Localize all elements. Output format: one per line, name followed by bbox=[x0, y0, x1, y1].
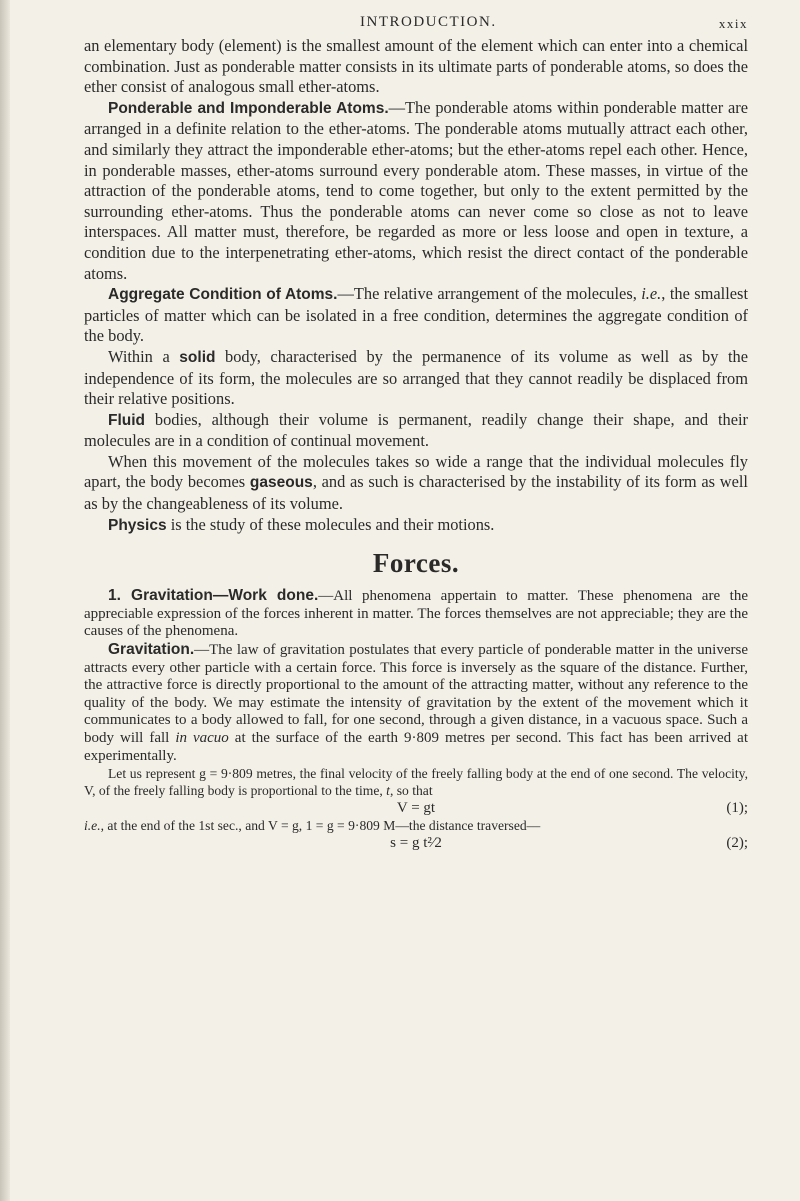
paragraph-text: Let us represent g = 9·809 metres, the final velocity of the freely falling body at the end of one second. The velocity, V, of the freely falling body is proportional to the time, bbox=[84, 766, 748, 799]
term-physics: Physics bbox=[108, 516, 167, 534]
run-in-heading: Gravitation. bbox=[108, 641, 195, 659]
running-head-title: INTRODUCTION. bbox=[360, 14, 497, 30]
equation-number: (1); bbox=[726, 800, 748, 817]
paragraph-text: —The law of gravitation postulates that every particle of ponderable matter in the universe attracts every other particle with a certain force. This force is inversely as the square of the distance. Further, the attractive force is directly proportional to the amount of the attracting matter, without any reference to the quality of the body. We may estimate the intensity of gravitation by the extent of the movement which it communicates to a body allowed to fall, for one second, through a given distance, in a vacuous space. Such a body will fall bbox=[84, 642, 748, 746]
term-fluid: Fluid bbox=[108, 411, 146, 429]
paragraph-gravitation bbox=[84, 641, 748, 765]
run-in-heading: 1. Gravitation—Work done. bbox=[108, 587, 319, 605]
paragraph-ponderable-atoms bbox=[84, 98, 748, 284]
paragraph-velocity bbox=[84, 765, 748, 799]
run-in-heading: Ponderable and Imponderable Atoms. bbox=[108, 99, 389, 117]
paragraph-text: , and as such is characterised by the instability of its form as well as by the changeableness of its volume. bbox=[84, 472, 748, 514]
paragraph-text: at the surface of the earth 9·809 metres per second. This fact has been arrived at experimentally. bbox=[84, 730, 748, 764]
paragraph-text: is the study of these molecules and their motions. bbox=[166, 514, 495, 534]
paragraph-text: bodies, although their volume is permanent, readily change their shape, and their molecules are in a condition of continual movement. bbox=[84, 409, 748, 451]
equation-number: (2); bbox=[726, 835, 748, 852]
italic-variable: t bbox=[386, 783, 390, 799]
italic-abbrev: i.e. bbox=[641, 284, 662, 304]
paragraph-text: , the smallest particles of matter which can be isolated in a free condition, determines the aggregate condition of the body. bbox=[84, 284, 748, 346]
run-in-heading: Aggregate Condition of Atoms. bbox=[108, 286, 338, 304]
equation-expression: s = g t²⁄2 bbox=[390, 835, 442, 852]
paragraph-text: , at the end of the 1st sec., and V = g, 1 = g = 9·809 M—the distance traversed— bbox=[100, 818, 541, 834]
paragraph-fluid bbox=[84, 410, 748, 452]
running-head bbox=[84, 6, 748, 36]
equation-1 bbox=[84, 799, 748, 817]
paragraph-distance bbox=[84, 817, 748, 834]
paragraph-physics bbox=[84, 515, 748, 537]
page-number: xxix bbox=[718, 16, 748, 31]
italic-phrase: in vacuo bbox=[175, 730, 229, 746]
term-solid: solid bbox=[179, 348, 216, 366]
paragraph-continued: an elementary body (element) is the smallest amount of the element which can enter into a chemical combination. Just as ponderable matter consists in its ultimate parts of ponderable atoms, so does the ether consist of analogous small ether-atoms. bbox=[84, 36, 748, 97]
section-body bbox=[84, 587, 748, 852]
equation-2 bbox=[84, 834, 748, 852]
paragraph-solid bbox=[84, 347, 748, 410]
paragraph-text: , so that bbox=[389, 783, 433, 799]
paragraph-text: —The ponderable atoms within ponderable matter are arranged in a definite relation to the ether-atoms. The ponderable atoms mutually attract each other, and similarly they attract the imponderable ether-atoms; but the ether-atoms repel each other. Hence, in ponderable masses, ether-atoms surround every ponderable atom. These masses, in virtue of the attraction of the ponderable atoms, tend to come together, but only to the extent permitted by the surrounding ether-atoms. Thus the ponderable atoms can never come so close as not to leave interspaces. All matter must, therefore, be regarded as more or less loose and open in texture, a condition due to the interpenetrating ether-atoms, which resist the direct contact of the ponderable atoms. bbox=[84, 97, 748, 283]
equation-expression: V = gt bbox=[396, 800, 436, 817]
paragraph-text: When this movement of the molecules takes so wide a range that the individual molecules fly apart, the body becomes bbox=[84, 451, 748, 492]
paragraph-gaseous bbox=[84, 452, 748, 515]
paragraph-text: —The relative arrangement of the molecules, bbox=[337, 284, 642, 304]
paragraph-text: body, characterised by the permanence of its volume as well as by the independence of its form, the molecules are so arranged that they cannot readily be displaced from their relative positions. bbox=[84, 346, 748, 409]
paragraph-text: Within a bbox=[108, 346, 180, 366]
paragraph-gravitation-work bbox=[84, 587, 748, 641]
term-gaseous: gaseous bbox=[249, 474, 313, 492]
paragraph-aggregate-condition bbox=[84, 284, 748, 347]
italic-abbrev: i.e. bbox=[84, 818, 101, 834]
paragraph-text: —All phenomena appertain to matter. These phenomena are the appreciable expression of the forces inherent in matter. The forces themselves are not appreciable; they are the causes of the phenomena. bbox=[84, 588, 748, 640]
section-heading: Forces. bbox=[372, 548, 460, 579]
